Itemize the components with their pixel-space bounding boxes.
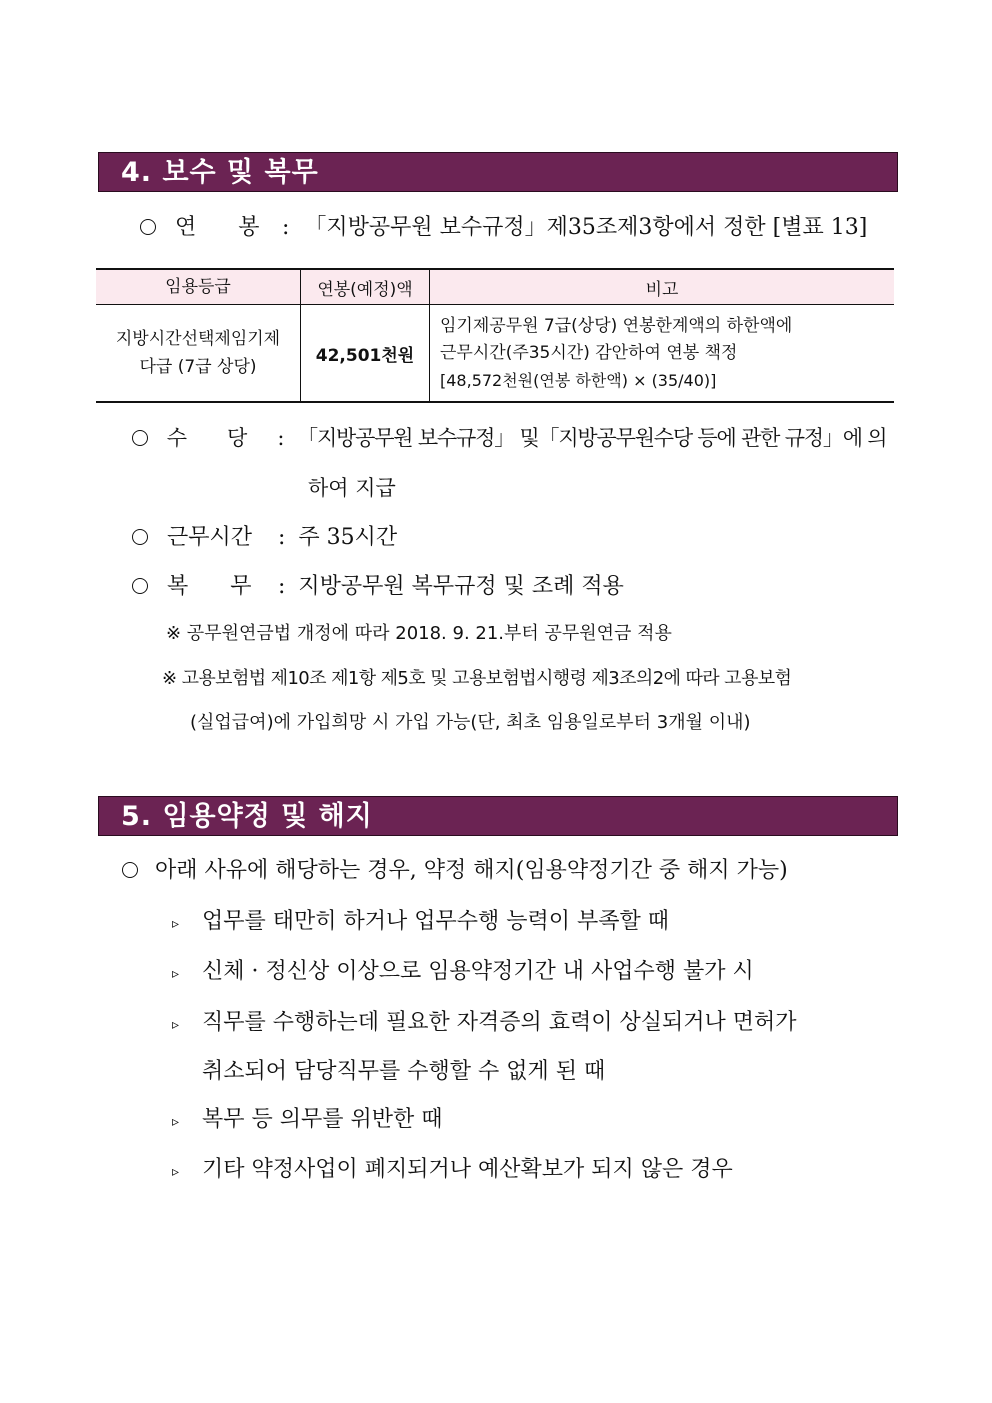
note-line-1: 임기제공무원 7급(상당) 연봉한계액의 하한액에 — [440, 315, 793, 336]
termination-intro — [122, 856, 788, 886]
insurance-note: ※ 고용보험법 제10조 제1항 제5호 및 고용보험법시행령 제3조의2에 따라 고용보험 — [162, 668, 792, 689]
duty-line — [132, 572, 624, 602]
salary-line — [140, 213, 867, 243]
header-grade: 임용등급 — [96, 269, 301, 305]
section-5-title: 5. 임용약정 및 해지 — [121, 801, 373, 832]
circle-bullet-icon — [140, 219, 156, 235]
list-item-text: 직무를 수행하는데 필요한 자격증의 효력이 상실되거나 면허가 — [202, 1010, 797, 1035]
hours-line — [132, 523, 397, 553]
grade-line-2: 다급 (7급 상당) — [139, 357, 257, 377]
cell-amount: 42,501천원 — [301, 305, 430, 403]
section-4-header — [98, 152, 898, 192]
circle-bullet-icon — [132, 529, 148, 545]
triangle-bullet-icon: ▹ — [172, 1114, 180, 1130]
triangle-bullet-icon: ▹ — [172, 1164, 180, 1180]
allowance-text: 「지방공무원 보수규정」 및「지방공무원수당 등에 관한 규정」에 의 — [297, 426, 887, 450]
triangle-bullet-icon: ▹ — [172, 966, 180, 982]
list-item — [172, 1105, 443, 1137]
list-item — [172, 1155, 733, 1187]
table-row — [96, 305, 894, 403]
table-header-row — [96, 269, 894, 305]
list-item — [172, 907, 669, 939]
allowance-text-cont: 하여 지급 — [308, 476, 396, 500]
section-5-header — [98, 796, 898, 836]
list-item-text: 기타 약정사업이 폐지되거나 예산확보가 되지 않은 경우 — [202, 1157, 733, 1182]
circle-bullet-icon — [132, 578, 148, 594]
salary-label: 연 봉 — [175, 215, 260, 240]
allowance-label: 수 당 — [166, 426, 248, 450]
grade-line-1: 지방시간선택제임기제 — [115, 329, 281, 349]
cell-grade — [96, 305, 301, 403]
note-line-3: [48,572천원(연봉 하한액) × (35/40)] — [440, 370, 717, 390]
insurance-note-cont: (실업급여)에 가입희망 시 가입 가능(단, 최초 임용일로부터 3개월 이내) — [190, 712, 751, 733]
salary-text: 「지방공무원 보수규정」제35조제3항에서 정한 [별표 13] — [304, 215, 868, 240]
list-item-text-cont: 취소되어 담당직무를 수행할 수 없게 된 때 — [202, 1059, 606, 1084]
header-note: 비고 — [430, 269, 895, 305]
colon: : — [277, 426, 285, 450]
salary-table — [96, 268, 894, 403]
duty-text: 지방공무원 복무규정 및 조례 적용 — [298, 574, 624, 599]
triangle-bullet-icon: ▹ — [172, 916, 180, 932]
header-amount: 연봉(예정)액 — [301, 269, 430, 305]
list-item — [172, 1008, 797, 1040]
colon: : — [278, 525, 286, 550]
note-line-2: 근무시간(주35시간) 감안하여 연봉 책정 — [440, 342, 738, 363]
list-item-text: 신체 · 정신상 이상으로 임용약정기간 내 사업수행 불가 시 — [202, 959, 754, 984]
hours-label: 근무시간 — [167, 525, 253, 550]
duty-label: 복 무 — [167, 574, 252, 599]
section-4-title: 4. 보수 및 복무 — [121, 157, 319, 188]
list-item-text: 복무 등 의무를 위반한 때 — [202, 1107, 443, 1132]
allowance-line — [132, 423, 886, 453]
colon: : — [282, 215, 290, 240]
hours-text: 주 35시간 — [298, 525, 398, 550]
triangle-bullet-icon: ▹ — [172, 1017, 180, 1033]
colon: : — [278, 574, 286, 599]
pension-note: ※ 공무원연금법 개정에 따라 2018. 9. 21.부터 공무원연금 적용 — [166, 623, 672, 644]
cell-note — [430, 305, 895, 403]
termination-intro-text: 아래 사유에 해당하는 경우, 약정 해지(임용약정기간 중 해지 가능) — [155, 858, 788, 883]
list-item-text: 업무를 태만히 하거나 업무수행 능력이 부족할 때 — [202, 909, 670, 934]
list-item — [172, 957, 754, 989]
circle-bullet-icon — [122, 862, 138, 878]
circle-bullet-icon — [132, 430, 148, 446]
